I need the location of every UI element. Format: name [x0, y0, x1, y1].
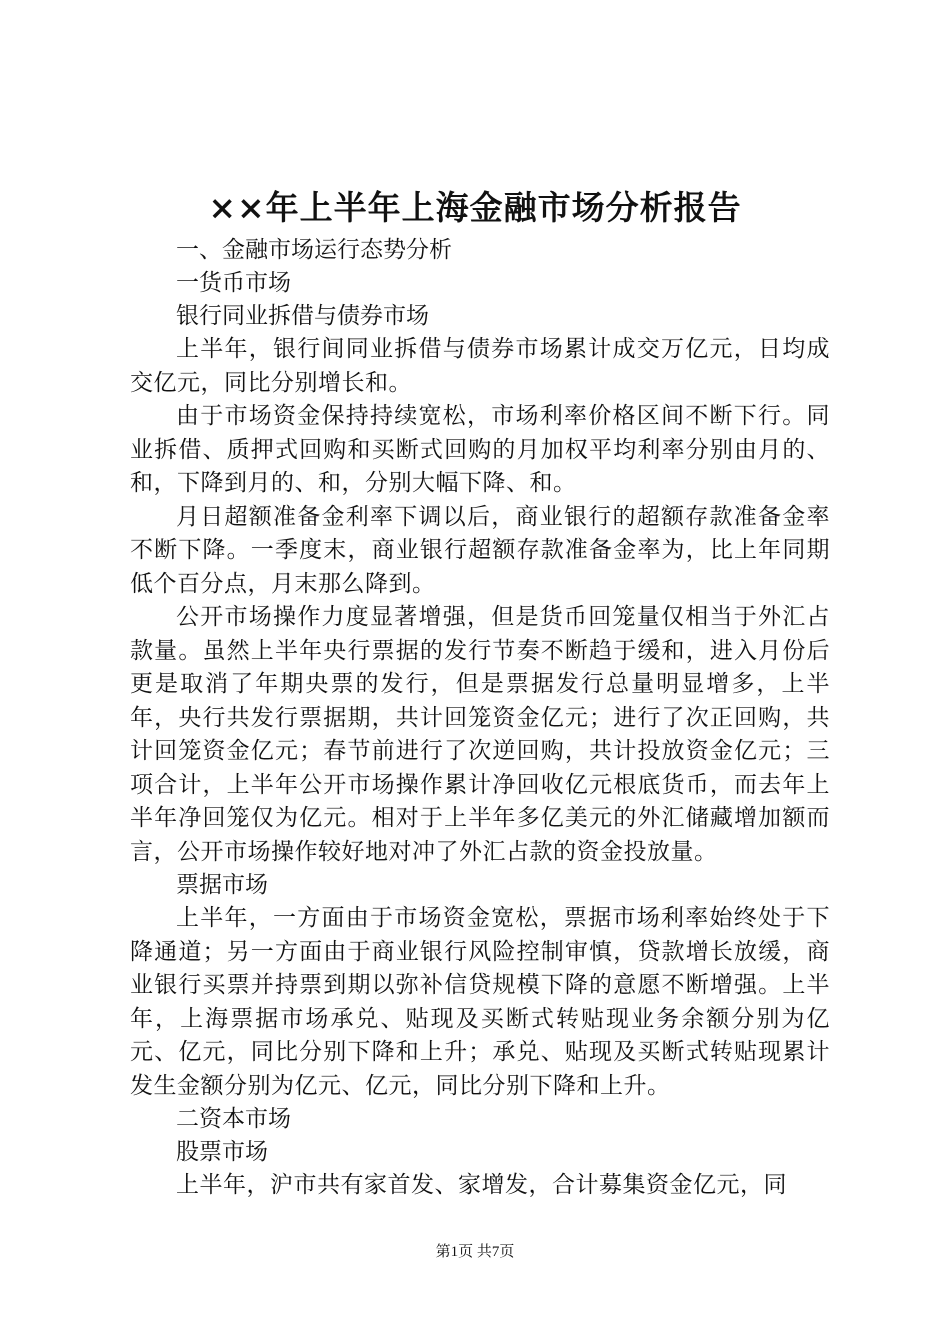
document-body	[130, 234, 830, 1203]
paragraph: 上半年，一方面由于市场资金宽松，票据市场利率始终处于下降通道；另一方面由于商业银行风险控制审慎，贷款增长放缓，商业银行买票并持票到期以弥补信贷规模下降的意愿不断增强。上半年，上海票据市场承兑、贴现及买断式转贴现业务余额分别为亿元、亿元，同比分别下降和上升；承兑、贴现及买断式转贴现累计发生金额分别为亿元、亿元，同比分别下降和上升。	[130, 905, 830, 1099]
paragraph: 公开市场操作力度显著增强，但是货币回笼量仅相当于外汇占款量。虽然上半年央行票据的发行节奏不断趋于缓和，进入月份后更是取消了年期央票的发行，但是票据发行总量明显增多，上半年，央行共发行票据期，共计回笼资金亿元；进行了次正回购，共计回笼资金亿元；春节前进行了次逆回购，共计投放资金亿元；三项合计，上半年公开市场操作累计净回收亿元根底货币，而去年上半年净回笼仅为亿元。相对于上半年多亿美元的外汇储藏增加额而言，公开市场操作较好地对冲了外汇占款的资金投放量。	[130, 604, 830, 865]
subsection-heading: 票据市场	[176, 872, 268, 898]
subsection-heading: 银行同业拆借与债券市场	[176, 303, 429, 329]
document-title: ××年上半年上海金融市场分析报告	[208, 188, 742, 227]
section-heading: 一、金融市场运行态势分析	[176, 237, 452, 263]
subsection-heading: 一货币市场	[176, 270, 291, 296]
paragraph: 上半年，沪市共有家首发、家增发，合计募集资金亿元，同	[176, 1172, 787, 1198]
section-heading: 二资本市场	[176, 1106, 291, 1132]
paragraph: 上半年，银行间同业拆借与债券市场累计成交万亿元，日均成交亿元，同比分别增长和。	[130, 336, 830, 396]
paragraph: 由于市场资金保持持续宽松，市场利率价格区间不断下行。同业拆借、质押式回购和买断式回购的月加权平均利率分别由月的、和，下降到月的、和，分别大幅下降、和。	[130, 403, 830, 496]
page-number-footer: 第1页 共7页	[435, 1244, 515, 1260]
paragraph: 月日超额准备金利率下调以后，商业银行的超额存款准备金率不断下降。一季度末，商业银行超额存款准备金率为，比上年同期低个百分点，月末那么降到。	[130, 503, 830, 597]
subsection-heading: 股票市场	[176, 1139, 268, 1165]
